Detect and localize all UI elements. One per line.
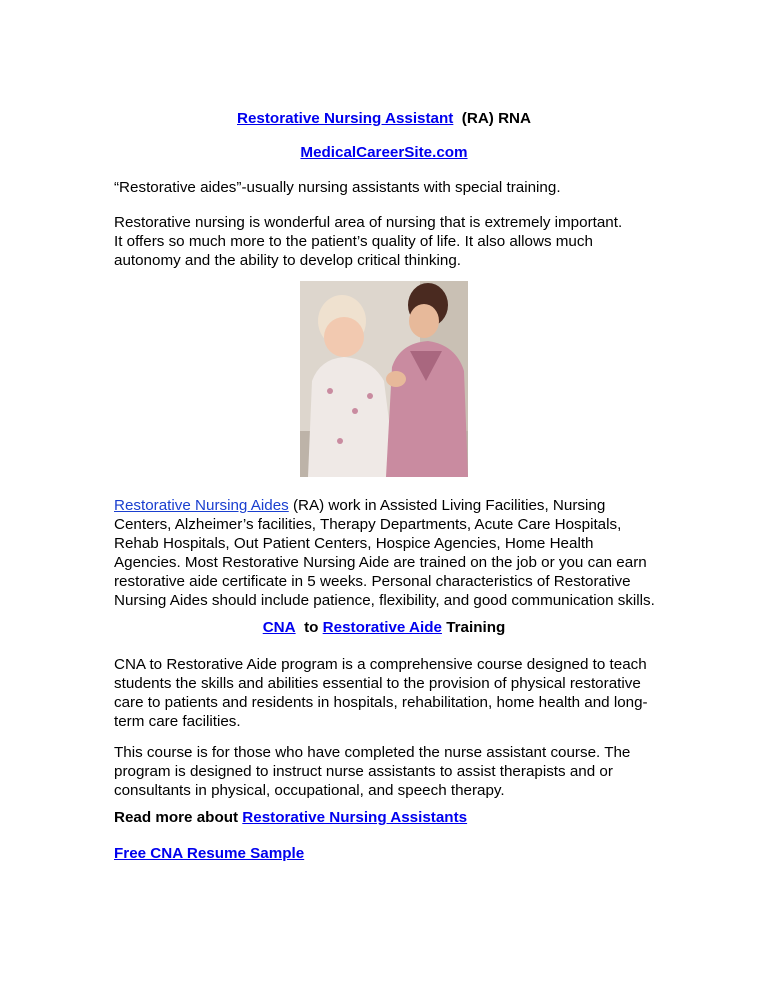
page-title <box>0 109 768 129</box>
title-suffix: (RA) RNA <box>461 110 531 127</box>
title-link[interactable]: Restorative Nursing Assistant <box>237 110 454 127</box>
heading-suffix: Training <box>446 619 506 636</box>
resume-link[interactable]: Free CNA Resume Sample <box>114 845 305 862</box>
para4-line: This course is for those who have completed the nurse assistant course. The <box>114 744 631 761</box>
para1-line: It offers so much more to the patient’s quality of life. It also allows much <box>114 233 593 250</box>
resume-line <box>114 844 304 864</box>
para3-line: term care facilities. <box>114 713 241 730</box>
heading-to: to <box>304 619 319 636</box>
para1-line: Restorative nursing is wonderful area of nursing that is extremely important. <box>114 214 623 231</box>
para4-line: consultants in physical, occupational, and speech therapy. <box>114 782 505 799</box>
para2-line: Centers, Alzheimer’s facilities, Therapy Departments, Acute Care Hospitals, <box>114 516 622 533</box>
para3-line: students the skills and abilities essential to the provision of physical restorative <box>114 675 641 692</box>
para2-line-first <box>114 496 605 516</box>
para2-line: Agencies. Most Restorative Nursing Aide are trained on the job or you can earn <box>114 554 647 571</box>
restorative-aides-link[interactable]: Restorative Nursing Aides <box>114 497 289 514</box>
site-line <box>0 143 768 163</box>
para2-first-rest: (RA) work in Assisted Living Facilities, Nursing <box>292 497 606 514</box>
photo-illustration <box>300 281 468 477</box>
para1-line: autonomy and the ability to develop critical thinking. <box>114 252 461 269</box>
site-link[interactable]: MedicalCareerSite.com <box>300 144 468 161</box>
read-more-link[interactable]: Restorative Nursing Assistants <box>242 809 468 826</box>
restorative-aide-link[interactable]: Restorative Aide <box>322 619 442 636</box>
para4-line: program is designed to instruct nurse assistants to assist therapists and or <box>114 763 613 780</box>
para3-line: care to patients and residents in hospitals, rehabilitation, home health and long- <box>114 694 648 711</box>
cna-link[interactable]: CNA <box>262 619 296 636</box>
read-more-line <box>114 808 467 828</box>
section-heading <box>0 618 768 638</box>
nurse-patient-photo <box>300 281 468 477</box>
para2-line: Rehab Hospitals, Out Patient Centers, Hospice Agencies, Home Health <box>114 535 594 552</box>
para2-line: restorative aide certificate in 5 weeks. Personal characteristics of Restorative <box>114 573 631 590</box>
intro-quote: “Restorative aides”-usually nursing assistants with special training. <box>114 179 561 196</box>
para3-line: CNA to Restorative Aide program is a comprehensive course designed to teach <box>114 656 647 673</box>
read-more-prefix: Read more about <box>114 809 239 826</box>
para2-line: Nursing Aides should include patience, flexibility, and good communication skills. <box>114 592 655 609</box>
